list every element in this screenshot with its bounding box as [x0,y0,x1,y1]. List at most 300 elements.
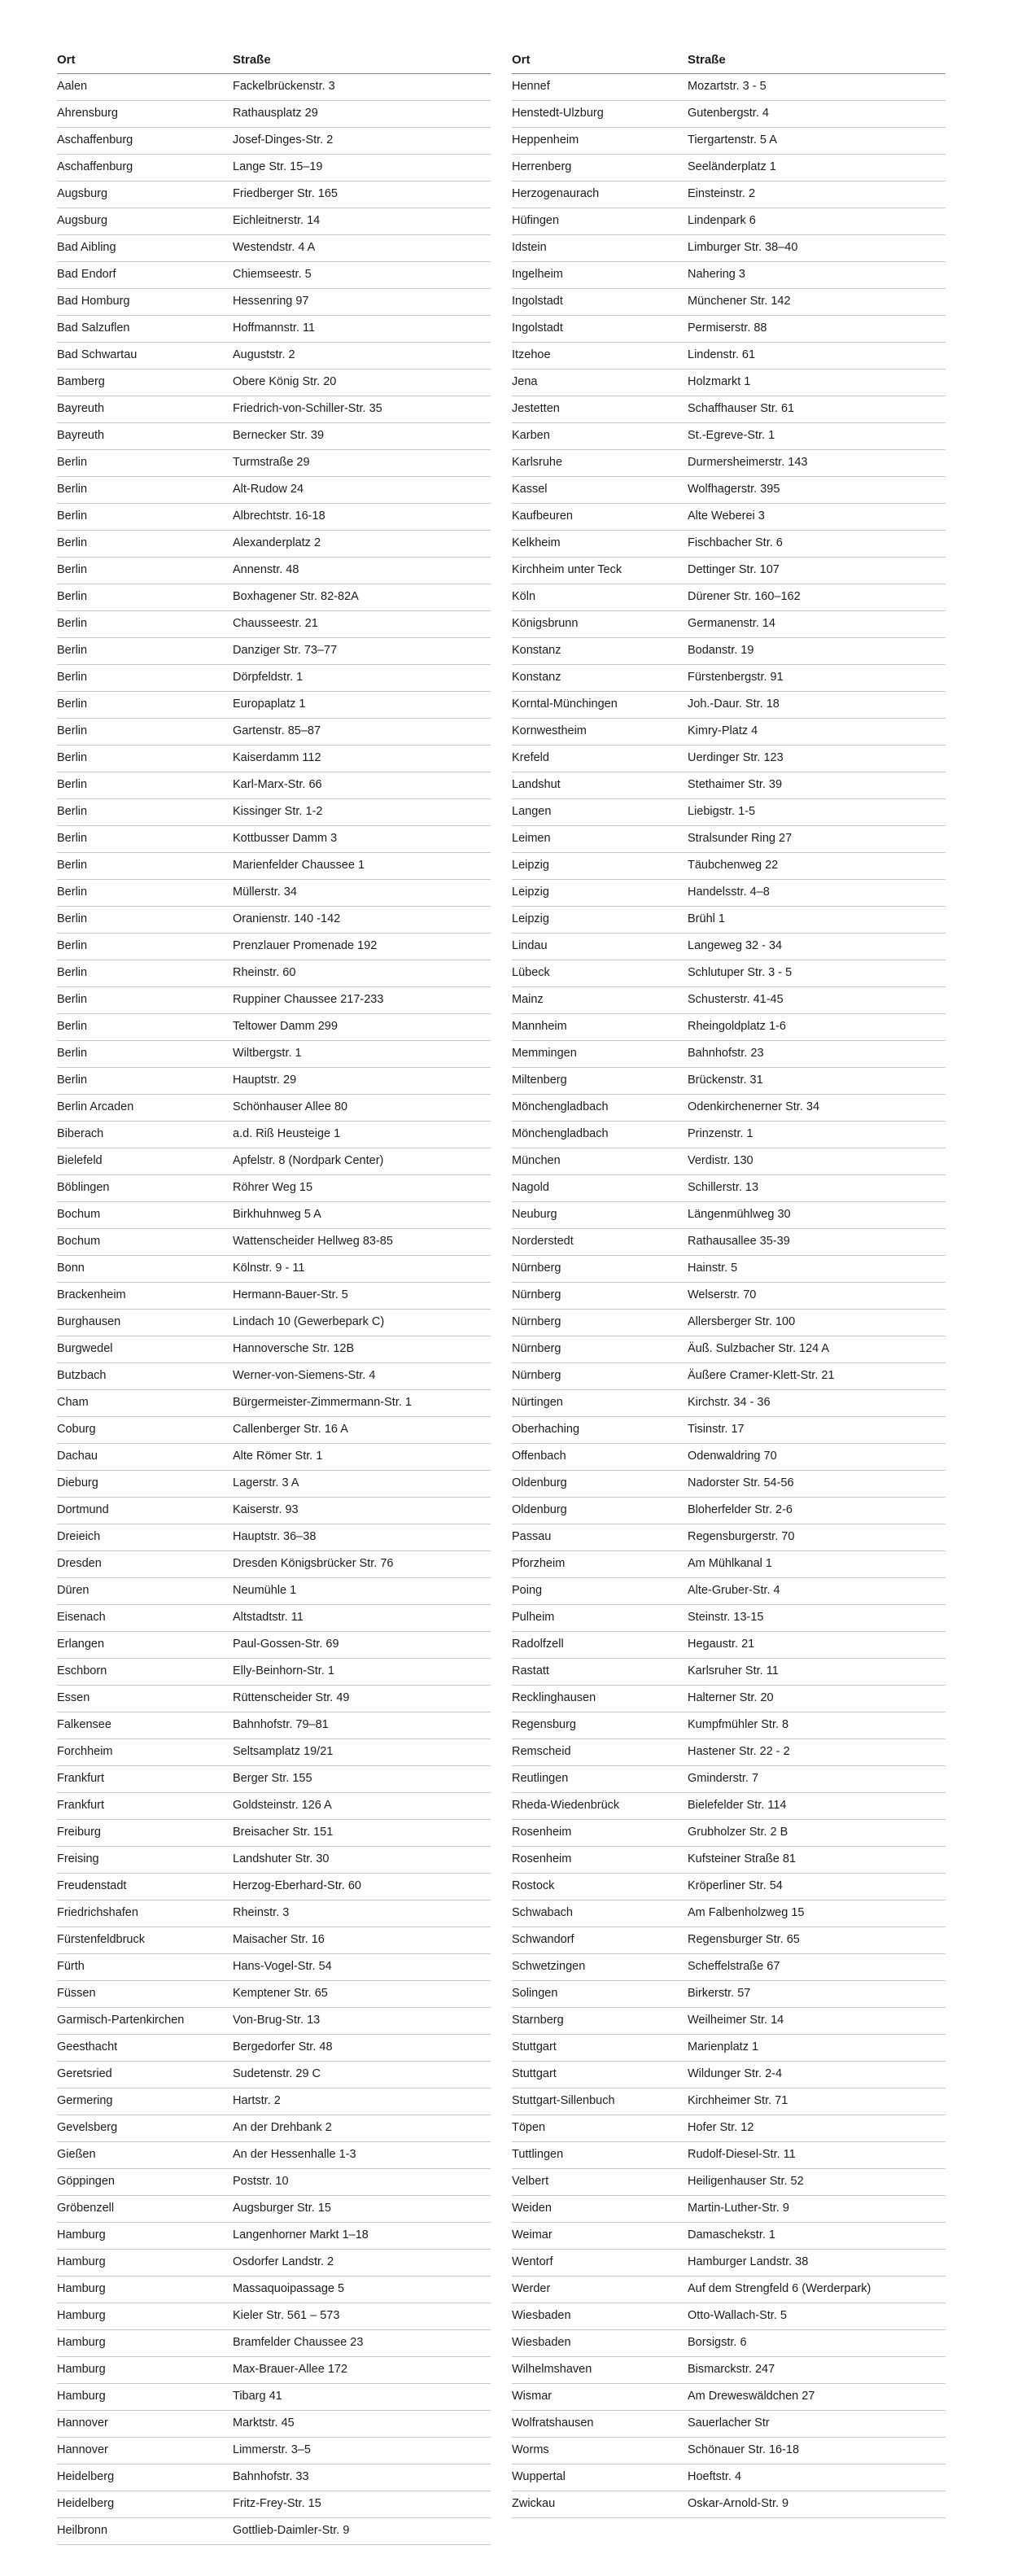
table-row [512,1471,946,1498]
table-row [512,1793,946,1820]
ort-cell: Henstedt-Ulzburg [512,101,688,128]
ort-cell: Gevelsberg [57,2115,233,2142]
table-row [57,1444,491,1471]
strasse-cell: Uerdinger Str. 123 [688,746,946,772]
table-row [512,1524,946,1551]
strasse-cell: Schönhauser Allee 80 [233,1095,491,1122]
table-row [512,880,946,907]
table-row [512,477,946,504]
table-row [512,2250,946,2276]
table-row [57,1390,491,1417]
ort-cell: Radolfzell [512,1632,688,1659]
ort-cell: Rosenheim [512,1847,688,1874]
table-row [57,1283,491,1310]
ort-cell: Krefeld [512,746,688,772]
strasse-cell: Berger Str. 155 [233,1766,491,1793]
table-row [57,182,491,208]
strasse-cell: Paul-Gossen-Str. 69 [233,1632,491,1659]
ort-cell: Frankfurt [57,1766,233,1793]
ort-cell: Pulheim [512,1605,688,1632]
table-row [57,2464,491,2491]
table-row [512,1014,946,1041]
ort-cell: Ahrensburg [57,101,233,128]
ort-cell: Karlsruhe [512,450,688,477]
table-row [57,423,491,450]
column-header-strasse: Straße [688,49,946,74]
ort-cell: Tuttlingen [512,2142,688,2169]
strasse-cell: Tibarg 41 [233,2384,491,2411]
strasse-cell: Boxhagener Str. 82-82A [233,584,491,611]
strasse-cell: Kottbusser Damm 3 [233,826,491,853]
table-row [57,1122,491,1148]
strasse-cell: Hauptstr. 29 [233,1068,491,1095]
ort-cell: Mönchengladbach [512,1122,688,1148]
table-row [512,531,946,558]
ort-cell: Füssen [57,1981,233,2008]
ort-cell: Schwandorf [512,1927,688,1954]
ort-cell: Velbert [512,2169,688,2196]
table-row [57,2223,491,2250]
strasse-cell: Maisacher Str. 16 [233,1927,491,1954]
ort-cell: Bad Salzuflen [57,316,233,343]
ort-cell: Kassel [512,477,688,504]
ort-cell: Nürnberg [512,1256,688,1283]
ort-cell: Bamberg [57,370,233,396]
strasse-cell: Handelsstr. 4–8 [688,880,946,907]
table-row [57,1014,491,1041]
ort-cell: Berlin [57,1068,233,1095]
ort-cell: Idstein [512,235,688,262]
table-row [512,692,946,719]
ort-cell: Düren [57,1578,233,1605]
strasse-cell: Kaiserstr. 93 [233,1498,491,1524]
table-row [57,1148,491,1175]
table-row [57,665,491,692]
table-row [57,1686,491,1712]
strasse-cell: Am Dreweswäldchen 27 [688,2384,946,2411]
ort-cell: Kornwestheim [512,719,688,746]
table-row [57,2062,491,2088]
ort-cell: Lindau [512,934,688,960]
ort-cell: Butzbach [57,1363,233,1390]
ort-cell: Leipzig [512,907,688,934]
strasse-cell: Regensburgerstr. 70 [688,1524,946,1551]
ort-cell: Herzogenaurach [512,182,688,208]
strasse-cell: Rathausallee 35-39 [688,1229,946,1256]
strasse-cell: Altstadtstr. 11 [233,1605,491,1632]
ort-cell: Oldenburg [512,1498,688,1524]
ort-cell: Berlin [57,746,233,772]
ort-cell: Fürstenfeldbruck [57,1927,233,1954]
table-row [512,1981,946,2008]
ort-cell: Aschaffenburg [57,128,233,155]
table-row [57,2250,491,2276]
ort-cell: Bonn [57,1256,233,1283]
table-row [57,2518,491,2545]
ort-cell: Mannheim [512,1014,688,1041]
ort-cell: Berlin [57,531,233,558]
ort-cell: Neuburg [512,1202,688,1229]
ort-cell: Berlin [57,692,233,719]
strasse-cell: Röhrer Weg 15 [233,1175,491,1202]
ort-cell: Köln [512,584,688,611]
table-row [512,2088,946,2115]
strasse-cell: Dürener Str. 160–162 [688,584,946,611]
table-row [512,853,946,880]
strasse-cell: Liebigstr. 1-5 [688,799,946,826]
ort-cell: Berlin [57,611,233,638]
ort-cell: Wiesbaden [512,2303,688,2330]
ort-cell: Dachau [57,1444,233,1471]
ort-cell: Bad Endorf [57,262,233,289]
ort-cell: Wiesbaden [512,2330,688,2357]
table-row [512,1417,946,1444]
strasse-cell: Langenhorner Markt 1–18 [233,2223,491,2250]
strasse-cell: Karl-Marx-Str. 66 [233,772,491,799]
ort-cell: Hennef [512,74,688,101]
table-row [57,2303,491,2330]
strasse-cell: Dettinger Str. 107 [688,558,946,584]
ort-cell: Jestetten [512,396,688,423]
table-row [57,1820,491,1847]
table-row [512,1256,946,1283]
ort-cell: Memmingen [512,1041,688,1068]
ort-cell: Garmisch-Partenkirchen [57,2008,233,2035]
strasse-cell: Dörpfeldstr. 1 [233,665,491,692]
table-row [57,1336,491,1363]
strasse-cell: Alte Weberei 3 [688,504,946,531]
table-row [512,2330,946,2357]
ort-cell: München [512,1148,688,1175]
ort-cell: Dreieich [57,1524,233,1551]
ort-cell: Berlin [57,584,233,611]
strasse-cell: Äuß. Sulzbacher Str. 124 A [688,1336,946,1363]
table-row [512,558,946,584]
strasse-cell: Otto-Wallach-Str. 5 [688,2303,946,2330]
ort-cell: Berlin [57,558,233,584]
table-row [512,746,946,772]
ort-cell: Ingolstadt [512,289,688,316]
ort-cell: Korntal-Münchingen [512,692,688,719]
strasse-cell: Hannoversche Str. 12B [233,1336,491,1363]
table-row [57,799,491,826]
table-row [512,960,946,987]
ort-cell: Aalen [57,74,233,101]
strasse-cell: Kimry-Platz 4 [688,719,946,746]
strasse-cell: Kumpfmühler Str. 8 [688,1712,946,1739]
table-row [57,772,491,799]
table-row [57,1229,491,1256]
ort-cell: Ingelheim [512,262,688,289]
strasse-cell: Marienfelder Chaussee 1 [233,853,491,880]
table-row [512,262,946,289]
table-row [512,2142,946,2169]
ort-cell: Hamburg [57,2384,233,2411]
strasse-cell: Kirchstr. 34 - 36 [688,1390,946,1417]
ort-cell: Berlin [57,934,233,960]
ort-cell: Norderstedt [512,1229,688,1256]
table-row [57,558,491,584]
table-row [512,2169,946,2196]
ort-cell: Oldenburg [512,1471,688,1498]
strasse-cell: Münchener Str. 142 [688,289,946,316]
strasse-cell: Wiltbergstr. 1 [233,1041,491,1068]
ort-cell: Forchheim [57,1739,233,1766]
strasse-cell: Augsburger Str. 15 [233,2196,491,2223]
strasse-cell: Schlutuper Str. 3 - 5 [688,960,946,987]
table-row [512,1283,946,1310]
strasse-cell: Am Mühlkanal 1 [688,1551,946,1578]
strasse-cell: An der Drehbank 2 [233,2115,491,2142]
strasse-cell: Martin-Luther-Str. 9 [688,2196,946,2223]
table-row [57,2008,491,2035]
ort-cell: Bochum [57,1202,233,1229]
ort-cell: Stuttgart-Sillenbuch [512,2088,688,2115]
ort-cell: Nürtingen [512,1390,688,1417]
strasse-cell: Damaschekstr. 1 [688,2223,946,2250]
ort-cell: Leipzig [512,853,688,880]
ort-cell: Eschborn [57,1659,233,1686]
strasse-cell: Am Falbenholzweg 15 [688,1900,946,1927]
ort-cell: Konstanz [512,665,688,692]
strasse-cell: Bielefelder Str. 114 [688,1793,946,1820]
strasse-cell: Hoeftstr. 4 [688,2464,946,2491]
strasse-cell: Kissinger Str. 1-2 [233,799,491,826]
ort-cell: Nürnberg [512,1310,688,1336]
ort-cell: Berlin [57,907,233,934]
ort-cell: Berlin [57,450,233,477]
ort-cell: Mainz [512,987,688,1014]
ort-cell: Burghausen [57,1310,233,1336]
ort-cell: Werder [512,2276,688,2303]
strasse-cell: Bahnhofstr. 23 [688,1041,946,1068]
ort-cell: Cham [57,1390,233,1417]
ort-cell: Reutlingen [512,1766,688,1793]
strasse-cell: Europaplatz 1 [233,692,491,719]
strasse-cell: Dresden Königsbrücker Str. 76 [233,1551,491,1578]
strasse-cell: Kölnstr. 9 - 11 [233,1256,491,1283]
table-row [57,1471,491,1498]
strasse-cell: Werner-von-Siemens-Str. 4 [233,1363,491,1390]
table-row [57,531,491,558]
ort-cell: Eisenach [57,1605,233,1632]
column-header-ort: Ort [57,49,233,74]
strasse-cell: Stethaimer Str. 39 [688,772,946,799]
strasse-cell: Gartenstr. 85–87 [233,719,491,746]
table-row [512,2303,946,2330]
table-row [57,638,491,665]
ort-cell: Passau [512,1524,688,1551]
table-row [512,1336,946,1363]
table-row [57,2384,491,2411]
strasse-cell: Hartstr. 2 [233,2088,491,2115]
table-row [512,1712,946,1739]
ort-cell: Starnberg [512,2008,688,2035]
table-row [57,1766,491,1793]
strasse-cell: Limburger Str. 38–40 [688,235,946,262]
ort-cell: Gießen [57,2142,233,2169]
table-row [57,2088,491,2115]
table-row [512,2464,946,2491]
strasse-cell: Durmersheimerstr. 143 [688,450,946,477]
table-row [57,1900,491,1927]
table-row [57,826,491,853]
strasse-cell: Äußere Cramer-Klett-Str. 21 [688,1363,946,1390]
strasse-cell: Hermann-Bauer-Str. 5 [233,1283,491,1310]
strasse-cell: Gutenbergstr. 4 [688,101,946,128]
ort-cell: Friedrichshafen [57,1900,233,1927]
table-row [512,772,946,799]
table-row [57,1175,491,1202]
strasse-cell: Auguststr. 2 [233,343,491,370]
ort-cell: Berlin [57,960,233,987]
table-row [512,1874,946,1900]
ort-cell: Töpen [512,2115,688,2142]
table-row [57,1659,491,1686]
strasse-cell: Max-Brauer-Allee 172 [233,2357,491,2384]
ort-cell: Hamburg [57,2330,233,2357]
strasse-cell: Täubchenweg 22 [688,853,946,880]
strasse-cell: Hastener Str. 22 - 2 [688,1739,946,1766]
ort-cell: Augsburg [57,208,233,235]
ort-cell: Bayreuth [57,423,233,450]
table-row [512,2276,946,2303]
ort-cell: Miltenberg [512,1068,688,1095]
strasse-cell: Scheffelstraße 67 [688,1954,946,1981]
table-row [512,826,946,853]
ort-cell: Falkensee [57,1712,233,1739]
strasse-cell: Kufsteiner Straße 81 [688,1847,946,1874]
table-row [512,1148,946,1175]
table-row [57,128,491,155]
strasse-cell: Apfelstr. 8 (Nordpark Center) [233,1148,491,1175]
strasse-cell: Schusterstr. 41-45 [688,987,946,1014]
table-row [57,1256,491,1283]
ort-cell: Wilhelmshaven [512,2357,688,2384]
table-row [512,235,946,262]
strasse-cell: Elly-Beinhorn-Str. 1 [233,1659,491,1686]
strasse-cell: Marienplatz 1 [688,2035,946,2062]
ort-cell: Pforzheim [512,1551,688,1578]
table-row [512,638,946,665]
table-row [57,584,491,611]
table-row [512,934,946,960]
strasse-cell: Fürstenbergstr. 91 [688,665,946,692]
table-row [57,1041,491,1068]
table-row [57,2438,491,2464]
table-row [512,423,946,450]
strasse-cell: Halterner Str. 20 [688,1686,946,1712]
table-row [57,262,491,289]
strasse-cell: St.-Egreve-Str. 1 [688,423,946,450]
strasse-cell: Lange Str. 15–19 [233,155,491,182]
ort-cell: Rastatt [512,1659,688,1686]
strasse-cell: Breisacher Str. 151 [233,1820,491,1847]
address-table-right [512,49,946,2518]
strasse-cell: Bahnhofstr. 79–81 [233,1712,491,1739]
table-row [57,155,491,182]
ort-cell: Erlangen [57,1632,233,1659]
strasse-cell: Herzog-Eberhard-Str. 60 [233,1874,491,1900]
strasse-cell: Friedrich-von-Schiller-Str. 35 [233,396,491,423]
strasse-cell: Kieler Str. 561 – 573 [233,2303,491,2330]
table-row [57,74,491,101]
table-row [57,934,491,960]
strasse-cell: Bahnhofstr. 33 [233,2464,491,2491]
strasse-cell: Fritz-Frey-Str. 15 [233,2491,491,2518]
strasse-cell: Callenberger Str. 16 A [233,1417,491,1444]
strasse-cell: Wildunger Str. 2-4 [688,2062,946,2088]
table-row [57,2357,491,2384]
table-row [57,960,491,987]
strasse-cell: Fackelbrückenstr. 3 [233,74,491,101]
table-row [512,1122,946,1148]
ort-cell: Lübeck [512,960,688,987]
table-row [57,853,491,880]
strasse-cell: Rathausplatz 29 [233,101,491,128]
strasse-cell: Einsteinstr. 2 [688,182,946,208]
ort-cell: Freiburg [57,1820,233,1847]
ort-cell: Heilbronn [57,2518,233,2545]
strasse-cell: Permiserstr. 88 [688,316,946,343]
ort-cell: Landshut [512,772,688,799]
strasse-cell: Rüttenscheider Str. 49 [233,1686,491,1712]
ort-cell: Nürnberg [512,1283,688,1310]
header-row [512,49,946,74]
strasse-cell: Gottlieb-Daimler-Str. 9 [233,2518,491,2545]
strasse-cell: Bürgermeister-Zimmermann-Str. 1 [233,1390,491,1417]
table-row [57,1981,491,2008]
strasse-cell: Danziger Str. 73–77 [233,638,491,665]
table-row [512,1498,946,1524]
strasse-cell: Allersberger Str. 100 [688,1310,946,1336]
table-row [512,584,946,611]
ort-cell: Wuppertal [512,2464,688,2491]
ort-cell: Itzehoe [512,343,688,370]
strasse-cell: Schillerstr. 13 [688,1175,946,1202]
ort-cell: Coburg [57,1417,233,1444]
table-row [512,611,946,638]
ort-cell: Geesthacht [57,2035,233,2062]
table-row [57,2115,491,2142]
strasse-cell: Lindenpark 6 [688,208,946,235]
ort-cell: Berlin [57,638,233,665]
ort-cell: Nürnberg [512,1363,688,1390]
strasse-cell: Nadorster Str. 54-56 [688,1471,946,1498]
strasse-cell: Odenwaldring 70 [688,1444,946,1471]
strasse-cell: Germanenstr. 14 [688,611,946,638]
strasse-cell: Langeweg 32 - 34 [688,934,946,960]
strasse-cell: Birkhuhnweg 5 A [233,1202,491,1229]
table-row [57,1578,491,1605]
ort-cell: Dieburg [57,1471,233,1498]
table-row [512,396,946,423]
table-row [512,2357,946,2384]
strasse-cell: Hainstr. 5 [688,1256,946,1283]
strasse-cell: Teltower Damm 299 [233,1014,491,1041]
ort-cell: Bad Schwartau [57,343,233,370]
strasse-cell: Josef-Dinges-Str. 2 [233,128,491,155]
strasse-cell: Von-Brug-Str. 13 [233,2008,491,2035]
ort-cell: Rosenheim [512,1820,688,1847]
ort-cell: Berlin [57,504,233,531]
strasse-cell: An der Hessenhalle 1-3 [233,2142,491,2169]
ort-cell: Bielefeld [57,1148,233,1175]
strasse-cell: Oskar-Arnold-Str. 9 [688,2491,946,2518]
table-row [512,1632,946,1659]
strasse-cell: Bernecker Str. 39 [233,423,491,450]
strasse-cell: Alte-Gruber-Str. 4 [688,1578,946,1605]
